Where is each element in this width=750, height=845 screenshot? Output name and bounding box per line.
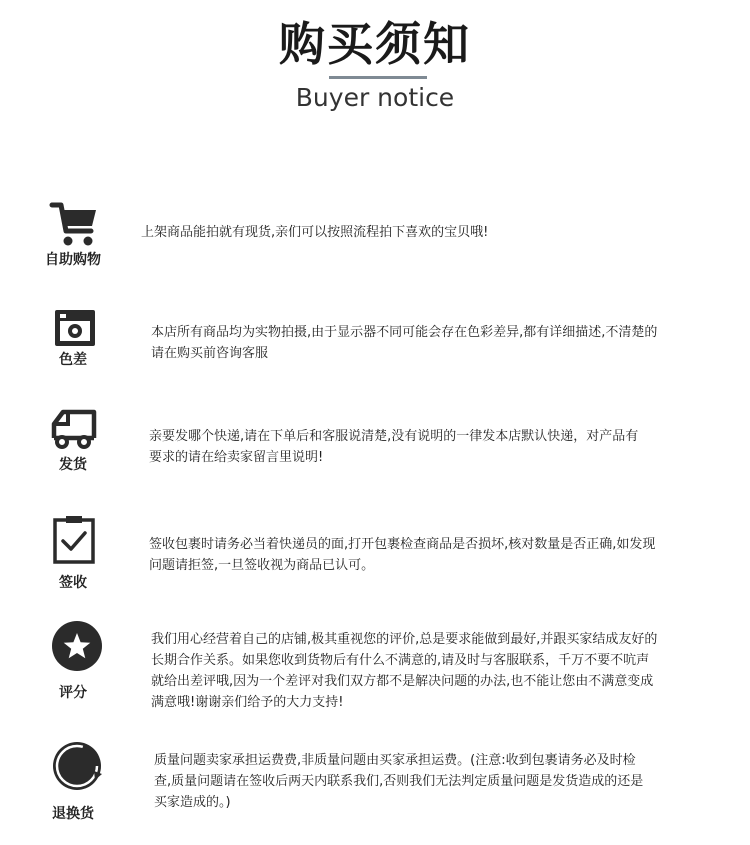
item-label: 色差 xyxy=(59,352,87,368)
item-description: 我们用心经营着自己的店铺,极其重视您的评价,总是要求能做到最好,并跟买家结成友好的 长期合作关系。如果您收到货物后有什么不满意的,请及时与客服联系，千万不要不吭声 就给出差评哦,因为一个差评对我们双方都不是解决问题的办法,也不能让您由不满意变成 满意哦!谢谢亲们给予的大力支持! xyxy=(151,632,658,710)
return-exchange-icon xyxy=(46,738,102,786)
title-underline xyxy=(329,76,427,79)
item-description: 本店所有商品均为实物拍摄,由于显示器不同可能会存在色彩差异,都有详细描述,不清楚的 请在购买前咨询客服 xyxy=(151,325,658,361)
item-description: 签收包裹时请务必当着快递员的面,打开包裹检查商品是否损坏,核对数量是否正确,如发现 问题请拒签,一旦签收视为商品已认可。 xyxy=(149,537,656,573)
item-label: 签收 xyxy=(59,575,87,591)
clipboard-check-icon xyxy=(46,516,102,564)
item-label: 自助购物 xyxy=(45,252,101,268)
item-label: 退换货 xyxy=(52,806,94,822)
truck-icon xyxy=(46,404,102,452)
item-description: 亲要发哪个快递,请在下单后和客服说清楚,没有说明的一律发本店默认快递，对产品有 要求的请在给卖家留言里说明! xyxy=(149,429,639,465)
star-icon xyxy=(46,620,102,668)
camera-icon xyxy=(46,306,102,354)
page-title: 购买须知 xyxy=(279,17,471,71)
item-description: 质量问题卖家承担运费费,非质量问题由买家承担运费。(注意:收到包裹请务必及时检 查,质量问题请在签收后两天内联系我们,否则我们无法判定质量问题是发货造成的还是 买家造成的。) xyxy=(154,753,644,810)
item-label: 评分 xyxy=(59,685,87,701)
item-description: 上架商品能拍就有现货,亲们可以按照流程拍下喜欢的宝贝哦! xyxy=(141,225,489,240)
shopping-cart-icon xyxy=(46,201,102,249)
page-subtitle: Buyer notice xyxy=(295,83,455,112)
item-label: 发货 xyxy=(59,457,87,473)
